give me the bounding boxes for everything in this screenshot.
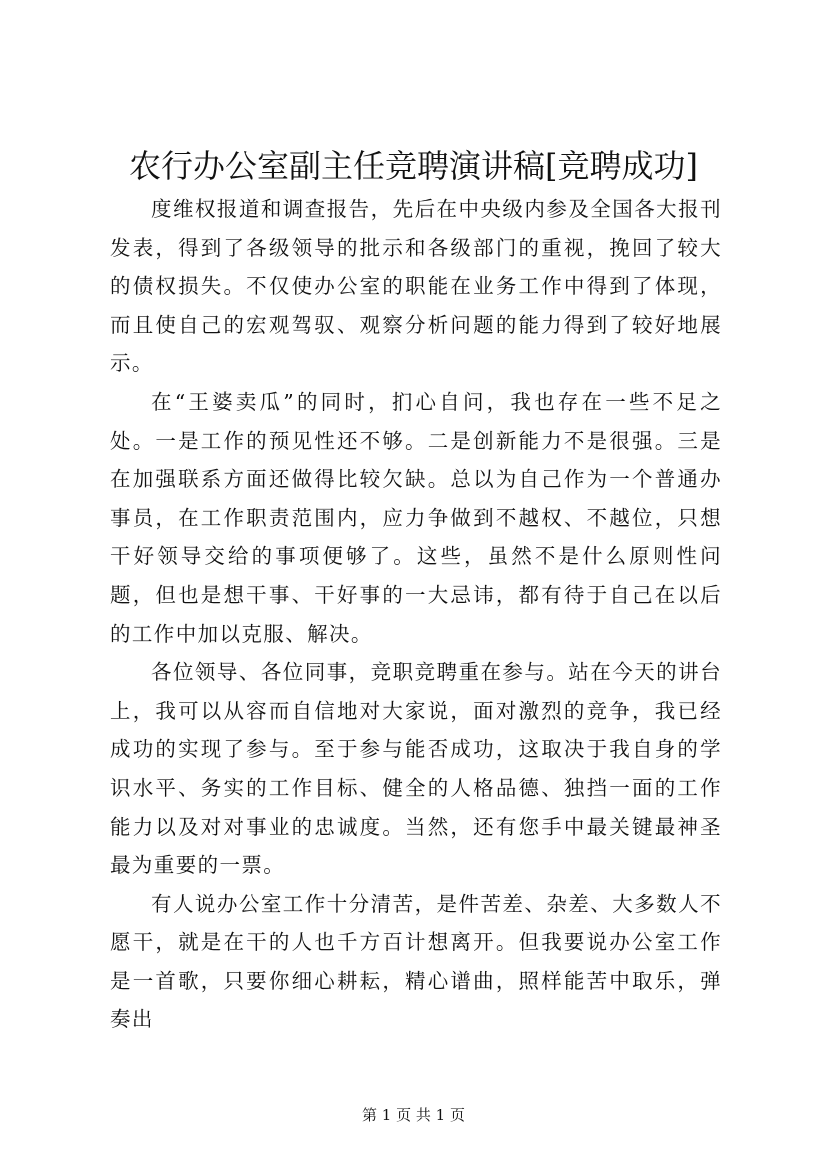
document-title: 农行办公室副主任竞聘演讲稿[竞聘成功] <box>129 147 698 185</box>
paragraph-2: 在“王婆卖瓜”的同时，扪心自问，我也存在一些不足之处。一是工作的预见性还不够。二是创新能力不是很强。三是在加强联系方面还做得比较欠缺。总以为自己作为一个普通办事员，在工作职责范围内，应力争做到不越权、不越位，只想干好领导交给的事项便够了。这些，虽然不是什么原则性问题，但也是想干事、干好事的一大忌讳，都有待于自己在以后的工作中加以克服、解决。 <box>110 389 722 646</box>
page-footer: 第 1 页 共 1 页 <box>362 1106 465 1124</box>
paragraph-1: 度维权报道和调查报告，先后在中央级内参及全国各大报刊发表，得到了各级领导的批示和各级部门的重视，挽回了较大的债权损失。不仅使办公室的职能在业务工作中得到了体现，而且使自己的宏观驾驭、观察分析问题的能力得到了较好地展示。 <box>110 197 722 376</box>
paragraph-3: 各位领导、各位同事，竞职竞聘重在参与。站在今天的讲台上，我可以从容而自信地对大家说，面对激烈的竞争，我已经成功的实现了参与。至于参与能否成功，这取决于我自身的学识水平、务实的工作目标、健全的人格品德、独挡一面的工作能力以及对对事业的忠诚度。当然，还有您手中最关键最神圣最为重要的一票。 <box>110 660 722 878</box>
paragraph-4: 有人说办公室工作十分清苦，是件苦差、杂差、大多数人不愿干，就是在干的人也千方百计想离开。但我要说办公室工作是一首歌，只要你细心耕耘，精心谱曲，照样能苦中取乐，弹奏出 <box>110 891 722 1032</box>
document-body <box>110 190 722 1039</box>
